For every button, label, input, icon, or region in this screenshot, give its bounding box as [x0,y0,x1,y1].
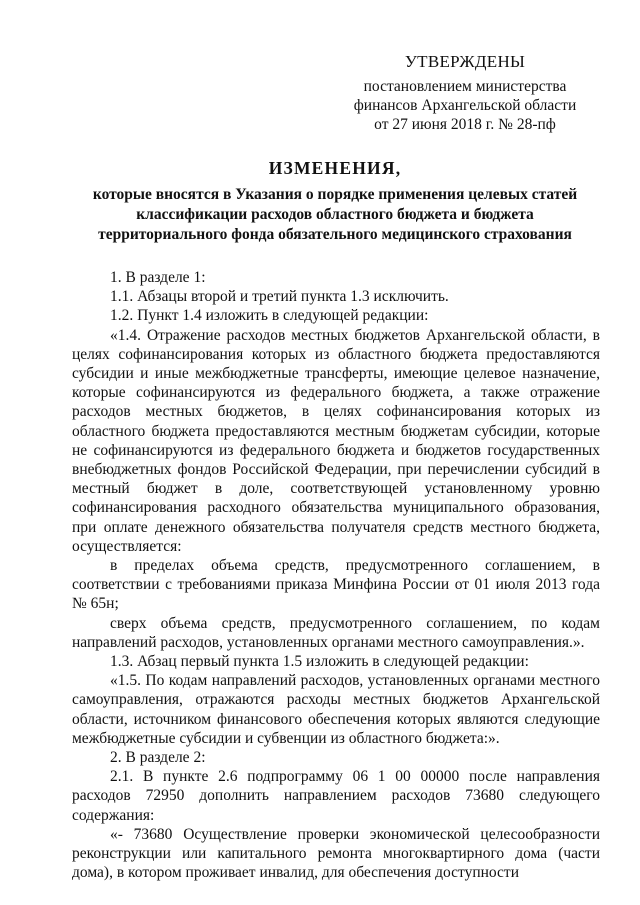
title-subtitle-line: территориального фонда обязательного медицинского страхования [98,226,572,243]
paragraph: сверх объема средств, предусмотренного соглашением, по кодам направлений расходов, установленных органами местного самоуправления.». [72,614,600,651]
paragraph: 2.1. В пункте 2.6 подпрограмму 06 1 00 00000 после направления расходов 72950 дополнить направлением расходов 73680 следующего содержания: [72,768,600,824]
paragraph: «1.5. По кодам направлений расходов, установленных органами местного самоуправления, отражаются расходы местных бюджетов Архангельской области, источником финансового обеспечения которых являются следующие межбюджетные субсидии и субвенции из областного бюджета:». [72,672,600,747]
title-subtitle-line: классификации расходов областного бюджета и бюджета [136,206,534,223]
paragraph: в пределах объема средств, предусмотренного соглашением, в соответствии с требованиями приказа Минфина России от 01 июля 2013 года № 65н; [72,557,600,613]
approval-heading: УТВЕРЖДЕНЫ [404,52,526,71]
paragraph: 1. В разделе 1: [110,269,206,286]
paragraph: «- 73680 Осуществление проверки экономической целесообразности реконструкции или капитального ремонта многоквартирного дома (части дома), в котором проживает инвалид, для обеспечения доступности [72,825,600,882]
approval-stamp [330,52,600,134]
paragraph: «1.4. Отражение расходов местных бюджетов Архангельской области, в целях софинансирования которых из областного бюджета предоставляются субсидии и иные межбюджетные трансферты, имеющие целевое назначение, которые софинансируются из федерального бюджета, а также отражение расходов местных бюджетов, в целях софинансирования которых из областного бюджета предоставляются местным бюджетам субсидии, которые не софинансируются из федерального бюджета и бюджетов государственных внебюджетных фондов Российской Федерации, при перечислении субсидий в местный бюджет в доле, соответствующей установленному уровню софинансирования расходного обязательства муниципального образования, при оплате денежного обязательства получателя средств местного бюджета, осуществляется: [72,326,600,555]
paragraph: 1.3. Абзац первый пункта 1.5 изложить в следующей редакции: [110,653,529,671]
title-main: ИЗМЕНЕНИЯ, [268,158,402,178]
paragraph: 1.1. Абзацы второй и третий пункта 1.3 исключить. [110,288,449,306]
title-subtitle-line: которые вносятся в Указания о порядке применения целевых статей [92,186,578,203]
document-title [70,158,600,245]
approval-line: от 27 июня 2018 г. № 28-пф [374,116,556,133]
paragraph: 2. В разделе 2: [110,749,206,767]
document-body [72,268,600,883]
paragraph: 1.2. Пункт 1.4 изложить в следующей редакции: [110,307,429,325]
approval-line: финансов Архангельской области [353,97,577,114]
approval-line: постановлением министерства [363,78,567,95]
